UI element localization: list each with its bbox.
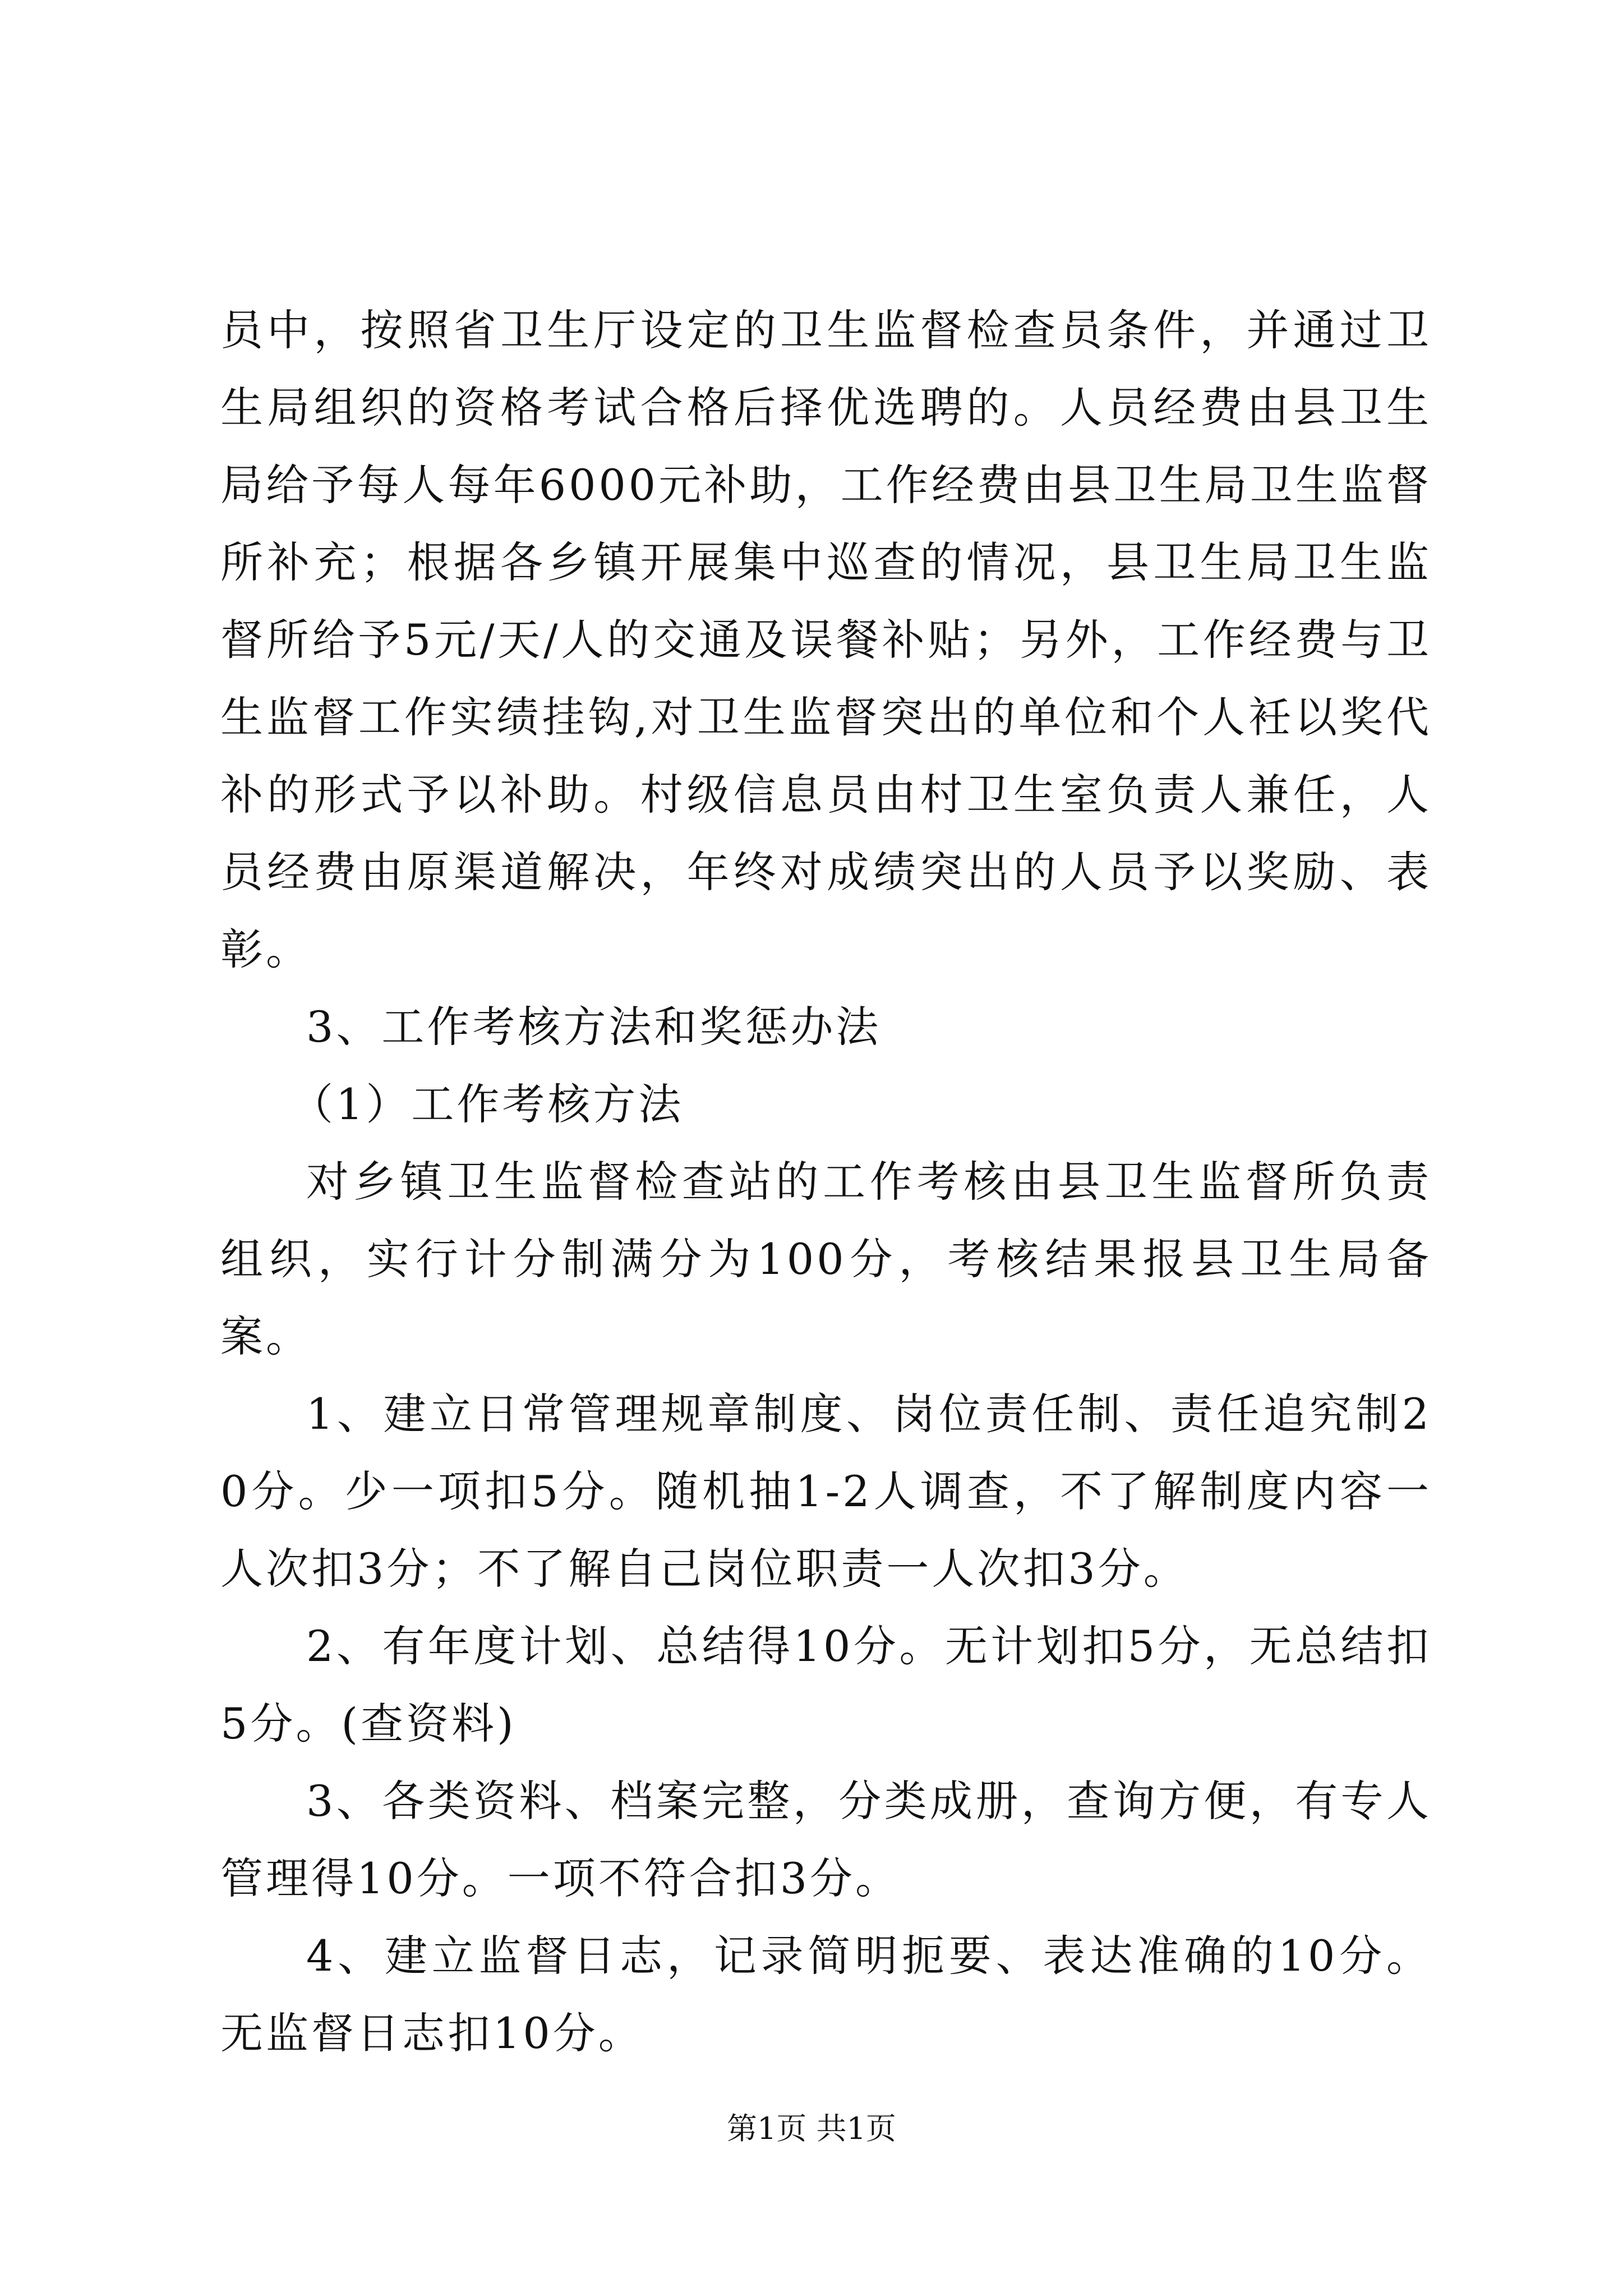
paragraph-funding: 员中，按照省卫生厅设定的卫生监督检查员条件，并通过卫生局组织的资格考试合格后择优选聘的。人员经费由县卫生局给予每人每年6000元补助，工作经费由县卫生局卫生监督所补充；根据各乡镇开展集中巡查的情况，县卫生局卫生监督所给予5元/天/人的交通及误餐补贴；另外，工作经费与卫生监督工作实绩挂钩,对卫生监督突出的单位和个人衽以奖代补的形式予以补助。村级信息员由村卫生室负责人兼任，人员经费由原渠道解决，年终对成绩突出的人员予以奖励、表彰。 — [220, 305, 1432, 974]
paragraph-item-3: 3、各类资料、档案完整，分类成册，查询方便，有专人管理得10分。一项不符合扣3分。 — [220, 1776, 1432, 1903]
paragraph-item-2: 2、有年度计划、总结得10分。无计划扣5分，无总结扣5分。(查资料) — [220, 1621, 1432, 1749]
paragraph-heading-assessment: 3、工作考核方法和奖惩办法 — [306, 1002, 882, 1052]
paragraph-assessment-intro: 对乡镇卫生监督检查站的工作考核由县卫生监督所负责组织，实行计分制满分为100分，考核结果报县卫生局备案。 — [220, 1157, 1432, 1361]
document-body — [220, 292, 1432, 2072]
paragraph-item-1: 1、建立日常管理规章制度、岗位责任制、责任追究制20分。少一项扣5分。随机抽1-2人调查，不了解制度内容一人次扣3分；不了解自己岗位职责一人次扣3分。 — [220, 1389, 1432, 1594]
page-footer: 第1页 共1页 — [727, 2111, 896, 2146]
paragraph-subheading-method: （1）工作考核方法 — [291, 1079, 684, 1129]
paragraph-item-4: 4、建立监督日志，记录简明扼要、表达准确的10分。无监督日志扣10分。 — [220, 1931, 1432, 2058]
